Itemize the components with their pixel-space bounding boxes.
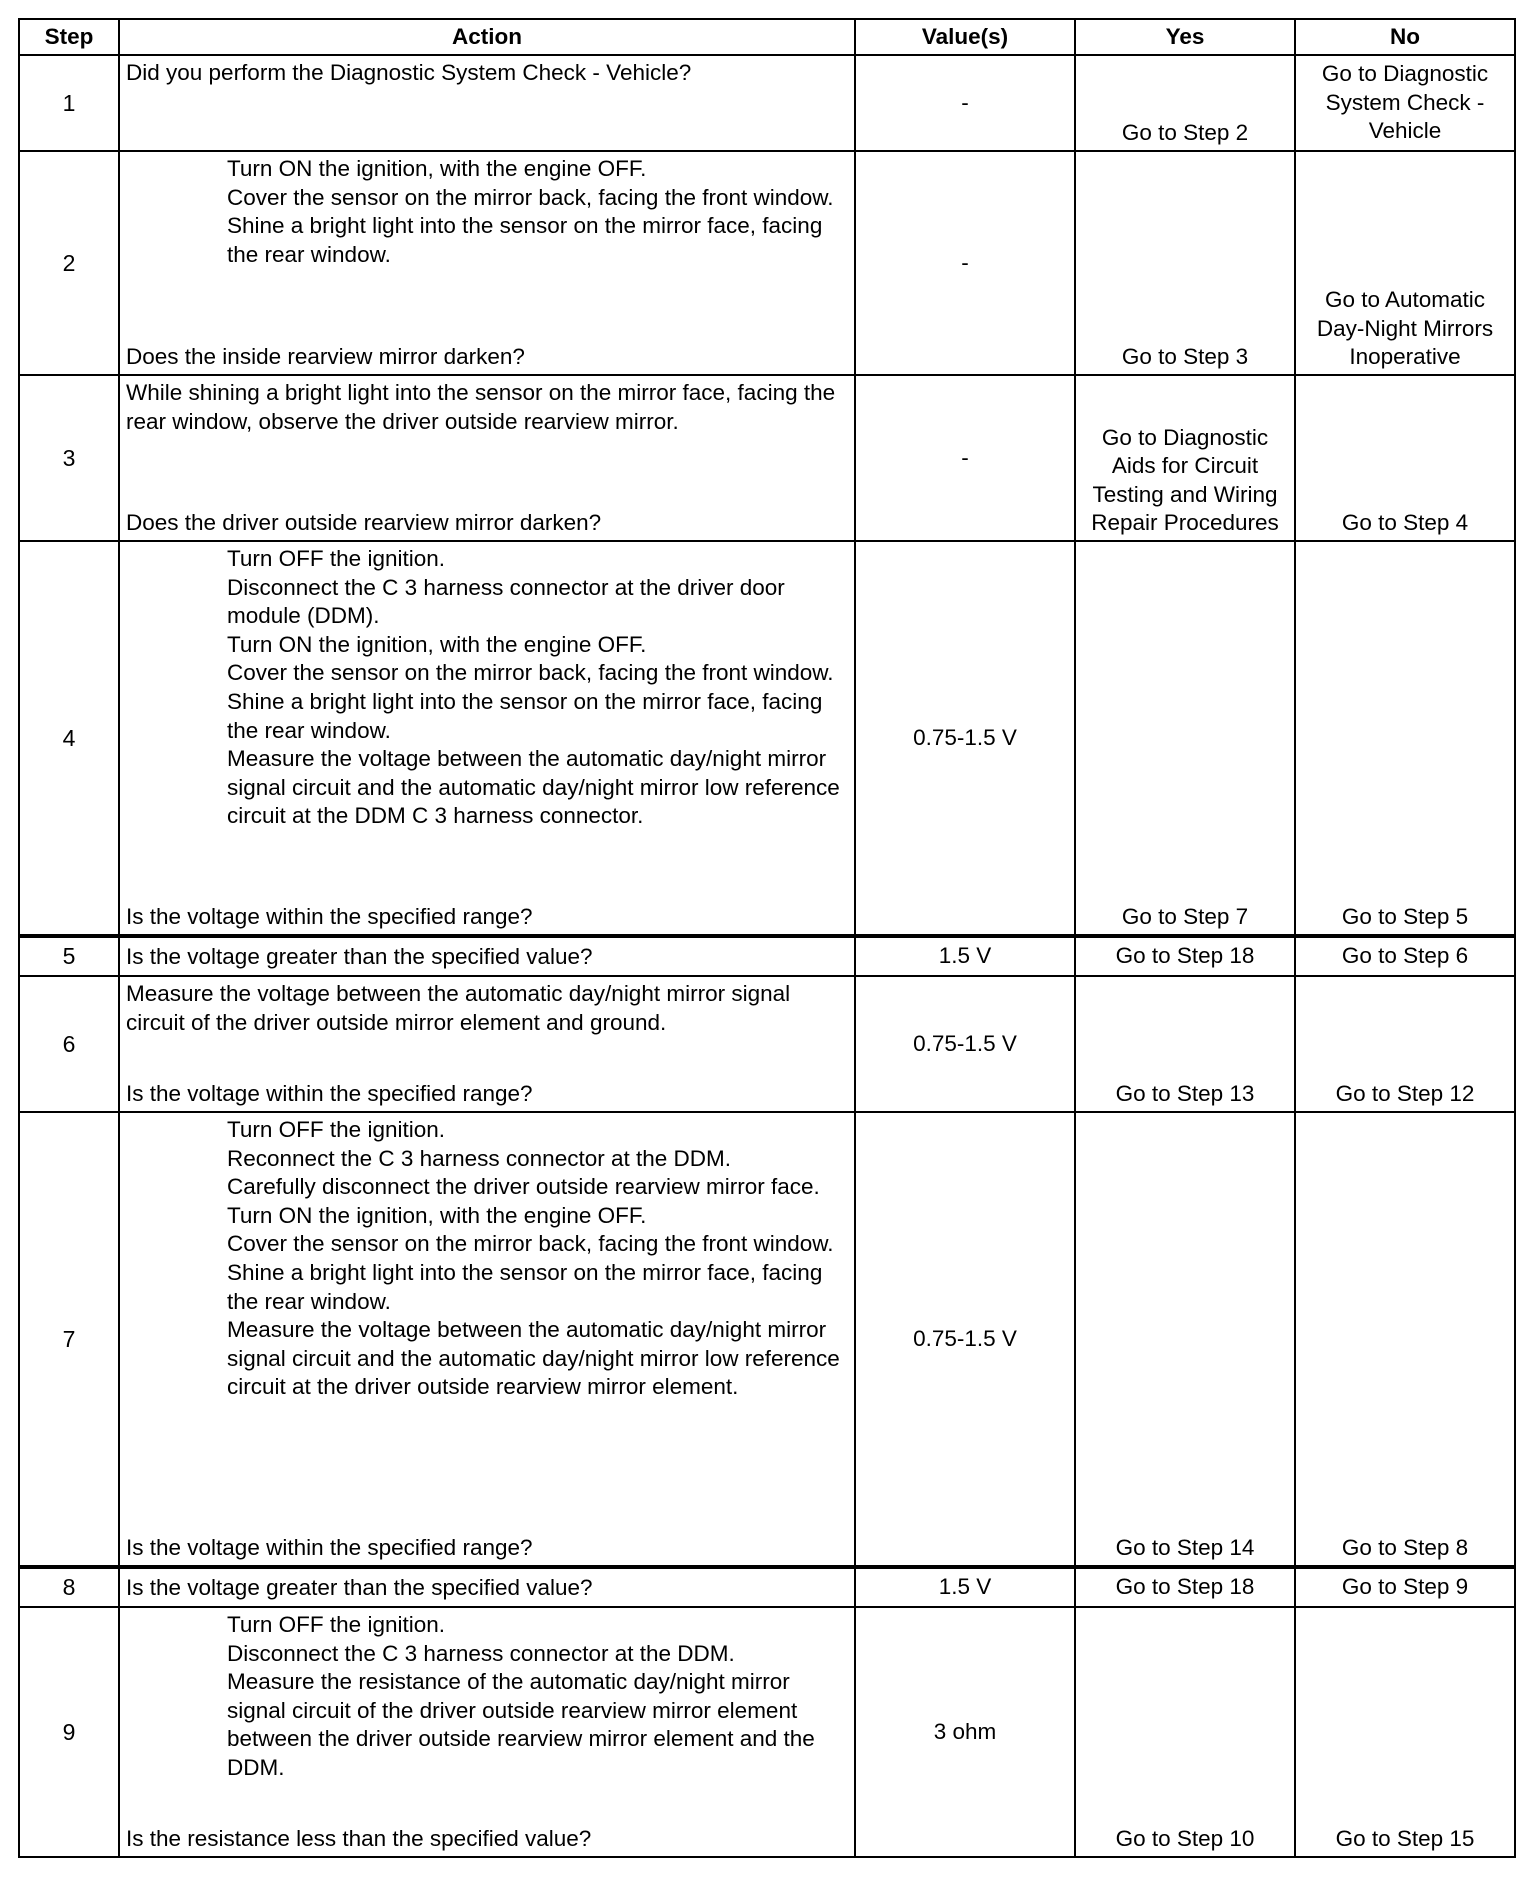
action-cell xyxy=(119,541,855,936)
table-row xyxy=(19,1112,1515,1567)
table-row xyxy=(19,541,1515,936)
value-cell: 1.5 V xyxy=(855,1567,1075,1607)
action-cell xyxy=(119,1112,855,1567)
action-cell xyxy=(119,936,855,976)
no-cell: Go to Automatic Day-Night Mirrors Inoperative xyxy=(1295,151,1515,375)
action-step: Measure the voltage between the automatic day/night mirror signal circuit and the automatic day/night mirror low reference circuit at the DDM C 3 harness connector. xyxy=(227,746,840,829)
diagnostic-table-page xyxy=(18,18,1514,1858)
action-cell xyxy=(119,1567,855,1607)
yes-cell: Go to Step 3 xyxy=(1075,151,1295,375)
table-row xyxy=(19,55,1515,151)
step-number: 9 xyxy=(19,1607,119,1857)
step-number: 3 xyxy=(19,375,119,541)
action-step: Cover the sensor on the mirror back, facing the front window. xyxy=(227,660,834,686)
action-steps xyxy=(126,1611,850,1783)
action-steps xyxy=(126,1116,850,1402)
yes-cell: Go to Step 2 xyxy=(1075,55,1295,151)
action-step: Turn OFF the ignition. xyxy=(227,546,446,571)
action-step: Measure the resistance of the automatic day/night mirror signal circuit of the driver outside rearview mirror element between the driver outside rearview mirror element and the DDM. xyxy=(227,1669,815,1780)
no-cell: Go to Diagnostic System Check - Vehicle xyxy=(1295,55,1515,151)
value-cell: 0.75-1.5 V xyxy=(855,541,1075,936)
action-question: Does the inside rearview mirror darken? xyxy=(126,344,525,370)
action-steps xyxy=(126,545,850,831)
header-yes: Yes xyxy=(1075,19,1295,55)
diagnostic-table xyxy=(18,18,1516,1858)
value-cell: - xyxy=(855,151,1075,375)
action-question: Is the resistance less than the specified value? xyxy=(126,1826,592,1852)
table-row xyxy=(19,375,1515,541)
step-number: 8 xyxy=(19,1567,119,1607)
yes-cell: Go to Step 14 xyxy=(1075,1112,1295,1567)
value-cell: 3 ohm xyxy=(855,1607,1075,1857)
header-values: Value(s) xyxy=(855,19,1075,55)
header-action: Action xyxy=(119,19,855,55)
table-row xyxy=(19,976,1515,1112)
action-step: Carefully disconnect the driver outside rearview mirror face. xyxy=(227,1174,820,1200)
action-text: While shining a bright light into the sensor on the mirror face, facing the rear window, observe the driver outside rearview mirror. xyxy=(126,380,836,434)
action-text: Measure the voltage between the automatic day/night mirror signal circuit of the driver outside mirror element and ground. xyxy=(126,981,791,1035)
action-step: Turn OFF the ignition. xyxy=(227,1612,446,1637)
no-cell: Go to Step 4 xyxy=(1295,375,1515,541)
step-number: 5 xyxy=(19,936,119,976)
step-number: 7 xyxy=(19,1112,119,1567)
value-cell: 0.75-1.5 V xyxy=(855,976,1075,1112)
value-cell: 0.75-1.5 V xyxy=(855,1112,1075,1567)
yes-cell: Go to Step 10 xyxy=(1075,1607,1295,1857)
no-cell: Go to Step 5 xyxy=(1295,541,1515,936)
no-cell: Go to Step 9 xyxy=(1295,1567,1515,1607)
action-step: Measure the voltage between the automatic day/night mirror signal circuit and the automatic day/night mirror low reference circuit at the driver outside rearview mirror element. xyxy=(227,1317,840,1400)
step-number: 4 xyxy=(19,541,119,936)
action-step: Cover the sensor on the mirror back, facing the front window. xyxy=(227,1231,834,1257)
yes-cell: Go to Step 18 xyxy=(1075,1567,1295,1607)
action-step: Disconnect the C 3 harness connector at the driver door module (DDM). xyxy=(227,574,785,629)
table-row xyxy=(19,936,1515,976)
action-step: Shine a bright light into the sensor on the mirror face, facing the rear window. xyxy=(227,1259,823,1314)
action-text: Is the voltage greater than the specified value? xyxy=(126,943,593,969)
action-question: Is the voltage within the specified range? xyxy=(126,904,533,930)
header-no: No xyxy=(1295,19,1515,55)
header-step: Step xyxy=(19,19,119,55)
action-step: Shine a bright light into the sensor on the mirror face, facing the rear window. xyxy=(227,688,823,743)
step-number: 1 xyxy=(19,55,119,151)
action-cell xyxy=(119,1607,855,1857)
header-row xyxy=(19,19,1515,55)
action-question: Is the voltage within the specified range? xyxy=(126,1081,533,1107)
action-step: Turn ON the ignition, with the engine OFF. xyxy=(227,631,647,657)
action-cell xyxy=(119,151,855,375)
action-step: Turn ON the ignition, with the engine OFF. xyxy=(227,156,647,181)
action-text: Is the voltage greater than the specified value? xyxy=(126,1574,593,1600)
action-question: Is the voltage within the specified range? xyxy=(126,1535,533,1561)
no-cell: Go to Step 6 xyxy=(1295,936,1515,976)
action-cell xyxy=(119,375,855,541)
action-question: Does the driver outside rearview mirror darken? xyxy=(126,510,602,536)
yes-cell: Go to Step 18 xyxy=(1075,936,1295,976)
table-row xyxy=(19,1567,1515,1607)
action-step: Disconnect the C 3 harness connector at the DDM. xyxy=(227,1640,735,1666)
action-steps xyxy=(126,155,850,269)
action-cell xyxy=(119,976,855,1112)
action-step: Reconnect the C 3 harness connector at the DDM. xyxy=(227,1145,732,1171)
no-cell: Go to Step 12 xyxy=(1295,976,1515,1112)
value-cell: - xyxy=(855,55,1075,151)
yes-cell: Go to Step 7 xyxy=(1075,541,1295,936)
action-text: Did you perform the Diagnostic System Check - Vehicle? xyxy=(126,60,692,85)
step-number: 6 xyxy=(19,976,119,1112)
table-row xyxy=(19,1607,1515,1857)
no-cell: Go to Step 8 xyxy=(1295,1112,1515,1567)
value-cell: 1.5 V xyxy=(855,936,1075,976)
yes-cell: Go to Diagnostic Aids for Circuit Testing and Wiring Repair Procedures xyxy=(1075,375,1295,541)
action-step: Cover the sensor on the mirror back, facing the front window. xyxy=(227,184,834,210)
step-number: 2 xyxy=(19,151,119,375)
action-step: Shine a bright light into the sensor on the mirror face, facing the rear window. xyxy=(227,213,823,267)
yes-cell: Go to Step 13 xyxy=(1075,976,1295,1112)
table-row xyxy=(19,151,1515,375)
value-cell: - xyxy=(855,375,1075,541)
action-cell xyxy=(119,55,855,151)
no-cell: Go to Step 15 xyxy=(1295,1607,1515,1857)
action-step: Turn OFF the ignition. xyxy=(227,1117,446,1142)
action-step: Turn ON the ignition, with the engine OFF. xyxy=(227,1202,647,1228)
